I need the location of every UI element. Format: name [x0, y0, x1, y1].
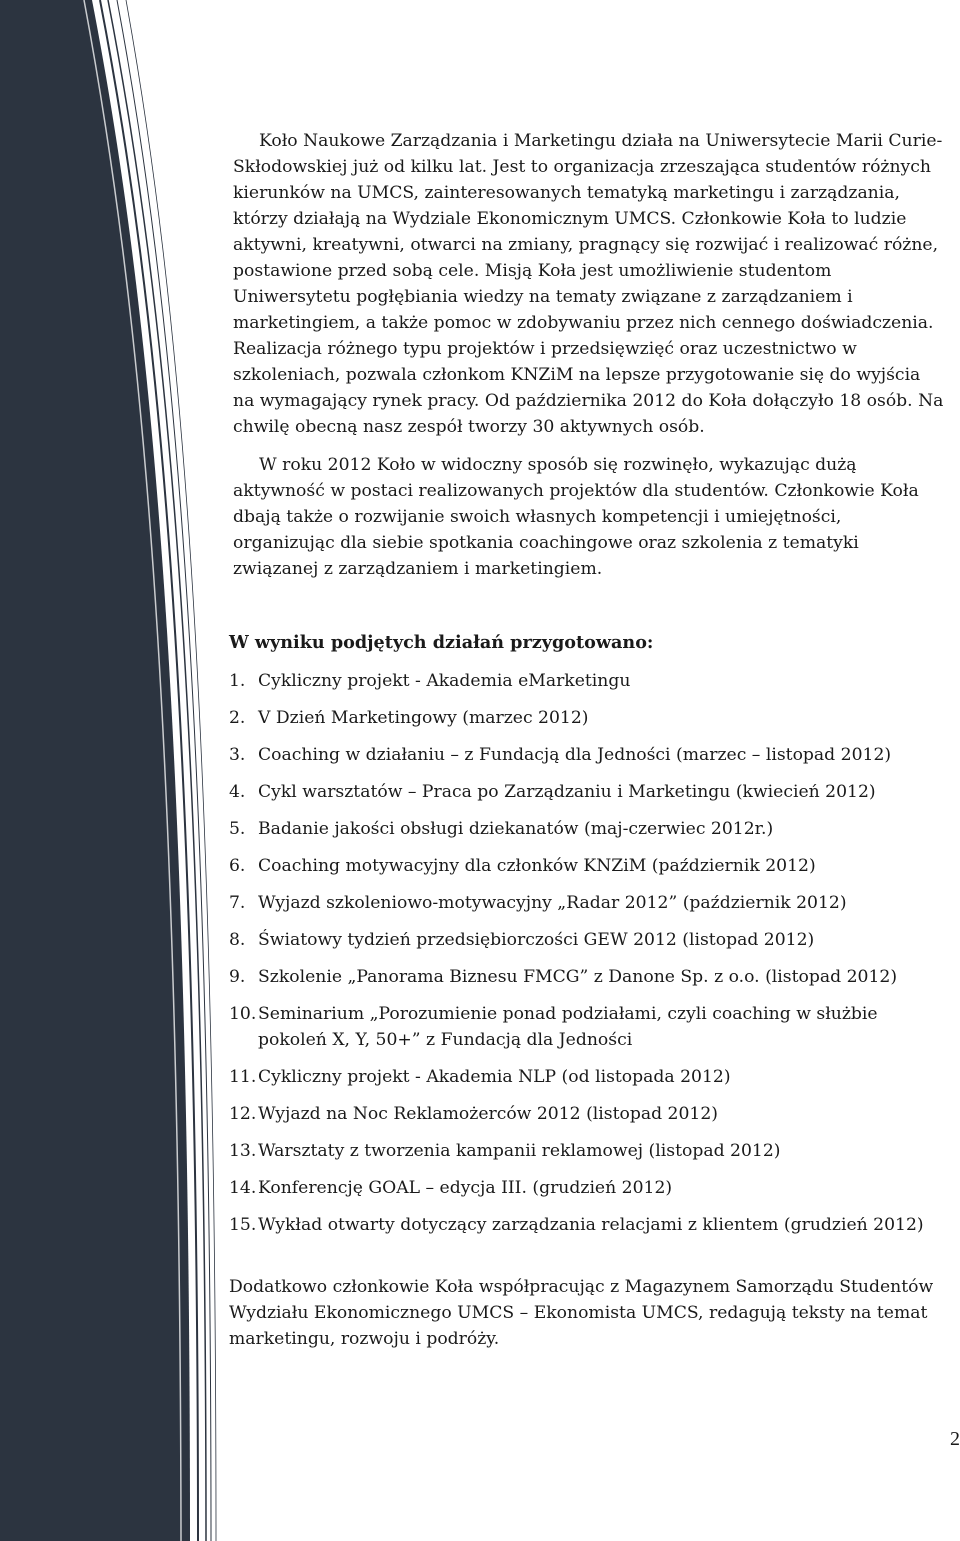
list-item-text: Konferencję GOAL – edycja III. (grudzień 2012)	[258, 1178, 673, 1198]
page-number: 2	[950, 1428, 960, 1450]
list-item	[229, 1175, 945, 1201]
list-item-number: 6.	[229, 856, 246, 876]
list-item-text: Coaching motywacyjny dla członków KNZiM (październik 2012)	[258, 856, 816, 876]
list-item-text: Seminarium „Porozumienie ponad podziałami, czyli coaching w służbie pokoleń X, Y, 50+” z Fundacją dla Jedności	[258, 1004, 878, 1050]
list-item-text: Cykliczny projekt - Akademia NLP (od listopada 2012)	[258, 1067, 731, 1087]
intro-paragraph-1: Koło Naukowe Zarządzania i Marketingu działa na Uniwersytecie Marii Curie-Skłodowskiej już od kilku lat. Jest to organizacja zrzeszająca studentów różnych kierunków na UMCS, zainteresowanych tematyką marketingu i zarządzania, którzy działają na Wydziale Ekonomicznym UMCS. Członkowie Koła to ludzie aktywni, kreatywni, otwarci na zmiany, pragnący się rozwijać i realizować różne, postawione przed sobą cele. Misją Koła jest umożliwienie studentom Uniwersytetu pogłębiania wiedzy na tematy związane z zarządzaniem i marketingiem, a także pomoc w zdobywaniu przez nich cennego doświadczenia. Realizacja różnego typu projektów i przedsięwzięć oraz uczestnictwo w szkoleniach, pozwala członkom KNZiM na lepsze przygotowanie się do wyjścia na wymagający rynek pracy. Od października 2012 do Koła dołączyło 18 osób. Na chwilę obecną nasz zespół tworzy 30 aktywnych osób.	[233, 131, 944, 437]
list-item-number: 4.	[229, 782, 246, 802]
list-item-text: Wykład otwarty dotyczący zarządzania relacjami z klientem (grudzień 2012)	[258, 1215, 924, 1235]
list-item-text: Badanie jakości obsługi dziekanatów (maj-czerwiec 2012r.)	[258, 819, 774, 839]
list-item	[229, 1001, 945, 1053]
list-item-number: 7.	[229, 893, 246, 913]
list-item-text: Wyjazd szkoleniowo-motywacyjny „Radar 2012” (październik 2012)	[258, 893, 847, 913]
list-item-number: 14.	[229, 1178, 257, 1198]
list-item	[229, 742, 945, 768]
list-item-number: 11.	[229, 1067, 257, 1087]
list-item	[229, 1101, 945, 1127]
list-item	[229, 853, 945, 879]
list-item-text: Coaching w działaniu – z Fundacją dla Jedności (marzec – listopad 2012)	[258, 745, 892, 765]
list-item-text: Warsztaty z tworzenia kampanii reklamowej (listopad 2012)	[258, 1141, 781, 1161]
list-item	[229, 1138, 945, 1164]
list-item	[229, 964, 945, 990]
list-item	[229, 816, 945, 842]
list-item-text: Światowy tydzień przedsiębiorczości GEW 2012 (listopad 2012)	[258, 930, 815, 950]
list-item	[229, 1212, 945, 1238]
list-item-text: Cykliczny projekt - Akademia eMarketingu	[258, 671, 631, 691]
list-item-number: 2.	[229, 708, 246, 728]
list-item-number: 8.	[229, 930, 246, 950]
list-item-text: Szkolenie „Panorama Biznesu FMCG” z Danone Sp. z o.o. (listopad 2012)	[258, 967, 898, 987]
page-content	[229, 128, 945, 1352]
list-item	[229, 890, 945, 916]
list-item-number: 9.	[229, 967, 246, 987]
list-item-number: 13.	[229, 1141, 257, 1161]
list-item-text: Cykl warsztatów – Praca po Zarządzaniu i Marketingu (kwiecień 2012)	[258, 782, 876, 802]
list-item-number: 3.	[229, 745, 246, 765]
list-item-number: 1.	[229, 671, 246, 691]
list-item-text: Wyjazd na Noc Reklamożerców 2012 (listopad 2012)	[258, 1104, 719, 1124]
list-item	[229, 1064, 945, 1090]
decorative-sidebar	[0, 0, 260, 1541]
list-item	[229, 668, 945, 694]
list-item-number: 12.	[229, 1104, 257, 1124]
list-item	[229, 705, 945, 731]
sidebar-dark-shape	[0, 0, 190, 1541]
list-item-text: V Dzień Marketingowy (marzec 2012)	[258, 708, 589, 728]
list-item-number: 10.	[229, 1004, 257, 1024]
intro-paragraph-2: W roku 2012 Koło w widoczny sposób się rozwinęło, wykazując dużą aktywność w postaci realizowanych projektów dla studentów. Członkowie Koła dbają także o rozwijanie swoich własnych kompetencji i umiejętności, organizując dla siebie spotkania coachingowe oraz szkolenia z tematyki związanej z zarządzaniem i marketingiem.	[233, 455, 919, 579]
list-item	[229, 927, 945, 953]
list-item	[229, 779, 945, 805]
list-item-number: 15.	[229, 1215, 257, 1235]
achievements-list	[229, 668, 945, 1238]
list-item-number: 5.	[229, 819, 246, 839]
achievements-heading: W wyniku podjętych działań przygotowano:	[229, 632, 654, 653]
closing-paragraph: Dodatkowo członkowie Koła współpracując z Magazynem Samorządu Studentów Wydziału Ekonomicznego UMCS – Ekonomista UMCS, redagują teksty na temat marketingu, rozwoju i podróży.	[229, 1277, 934, 1349]
